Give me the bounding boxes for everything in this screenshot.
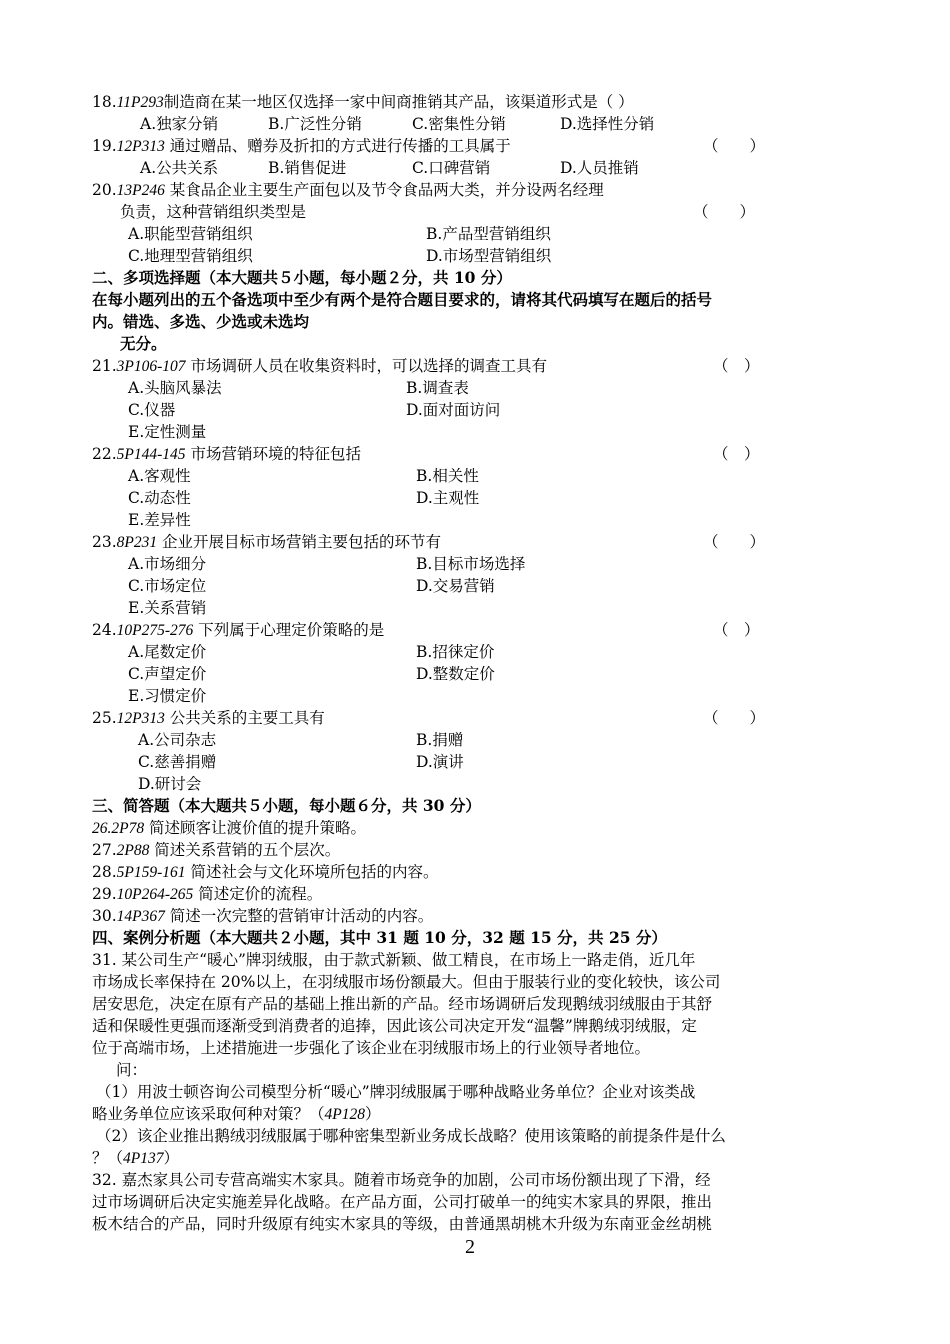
option-b: B.产品型营销组织 (426, 225, 551, 243)
option-a: A.尾数定价 (128, 643, 207, 661)
answer-parentheses: （ ） (703, 533, 766, 551)
question-text: 下列属于心理定价策略的是 (193, 621, 385, 639)
question-text-cont: 负责，这种营销组织类型是 (120, 203, 307, 221)
question-number: 25. (92, 709, 117, 727)
question-30 (92, 905, 433, 928)
option-b: B.捐赠 (416, 731, 464, 749)
question-23 (92, 531, 441, 554)
section-instructions: 内。错选、多选、少选或未选均 (92, 312, 310, 331)
question-24 (92, 619, 384, 642)
option-a: A.头脑风暴法 (128, 379, 222, 397)
question-number: 19. (92, 137, 117, 155)
sub-question-1: （1）用波士顿咨询公司模型分析“暖心”牌羽绒服属于哪种战略业务单位？企业对该类战 (96, 1083, 696, 1101)
answer-parentheses: （ ） (703, 137, 766, 155)
question-text: ） (364, 1105, 381, 1123)
option-a: A.公司杂志 (138, 731, 217, 749)
option-a: A.公共关系 (140, 159, 219, 177)
question-20 (92, 179, 604, 202)
option-e: D.研讨会 (138, 775, 202, 793)
option-b: B.调查表 (406, 379, 469, 397)
question-number: 18. (92, 93, 117, 111)
answer-parentheses: （ ） (703, 709, 766, 727)
case-paragraph: 板木结合的产品，同时升级原有纯实木家具的等级，由普通黑胡桃木升级为东南亚金丝胡桃 (92, 1215, 713, 1233)
option-a: A.职能型营销组织 (128, 225, 253, 243)
sub-question-2-cont (92, 1147, 179, 1170)
question-text: 企业开展目标市场营销主要包括的环节有 (157, 533, 442, 551)
page-reference: 8P231 (116, 534, 158, 551)
question-text: 市场调研人员在收集资料时，可以选择的调查工具有 (185, 357, 547, 375)
question-number: 22. (92, 445, 117, 463)
question-prompt: 问： (116, 1061, 148, 1079)
answer-parentheses: （ ） (693, 203, 756, 221)
option-b: B.招徕定价 (416, 643, 495, 661)
option-d: D.人员推销 (560, 159, 639, 177)
question-number: 23. (92, 533, 117, 551)
option-c: C.密集性分销 (412, 115, 506, 133)
option-d: D.整数定价 (416, 665, 495, 683)
page-reference: 5P159-161 (116, 864, 186, 881)
option-d: D.主观性 (416, 489, 480, 507)
answer-parentheses: （ ） (713, 621, 760, 639)
case-paragraph: 市场成长率保持在 20%以上，在羽绒服市场份额最大。但由于服装行业的变化较快，该公司 (92, 973, 721, 991)
page-reference: 4P137 (123, 1150, 164, 1167)
question-text: 简述顾客让渡价值的提升策略。 (144, 819, 367, 837)
question-text: 通过赠品、赠券及折扣的方式进行传播的工具属于 (164, 137, 511, 155)
question-number: 21. (92, 357, 117, 375)
question-text: 公共关系的主要工具有 (164, 709, 325, 727)
question-21 (92, 355, 547, 378)
page-reference: 11P293 (116, 94, 164, 111)
section-heading: 四、案例分析题（本大题共２小题，其中 31 题 10 分，32 题 15 分，共 25 分） (92, 928, 667, 947)
option-e: E.习惯定价 (128, 687, 207, 705)
option-d: D.市场型营销组织 (426, 247, 552, 265)
option-e: E.关系营销 (128, 599, 207, 617)
question-text: ？（ (92, 1149, 124, 1167)
option-b: B.广泛性分销 (268, 115, 362, 133)
option-a: A.客观性 (128, 467, 191, 485)
question-number: 28. (92, 863, 117, 881)
option-e: E.定性测量 (128, 423, 207, 441)
section-heading: 二、多项选择题（本大题共５小题，每小题２分，共 10 分） (92, 268, 512, 287)
answer-parentheses: （ ） (713, 357, 760, 375)
sub-question-2: （2）该企业推出鹅绒羽绒服属于哪种密集型新业务成长战略？使用该策略的前提条件是什么 (96, 1127, 726, 1145)
option-a: A.市场细分 (128, 555, 207, 573)
option-b: B.相关性 (416, 467, 479, 485)
question-26 (92, 817, 366, 840)
page-reference: 12P313 (116, 710, 165, 727)
option-c: C.声望定价 (128, 665, 207, 683)
question-number: 27. (92, 841, 117, 859)
answer-parentheses: （ ） (713, 445, 760, 463)
question-27 (92, 839, 340, 862)
question-22 (92, 443, 361, 466)
case-paragraph: 31. 某公司生产“暖心”牌羽绒服，由于款式新颖、做工精良，在市场上一路走俏，近几年 (92, 951, 696, 969)
sub-question-1-cont (92, 1103, 381, 1126)
question-number: 20. (92, 181, 117, 199)
option-e: E.差异性 (128, 511, 191, 529)
question-number: 29. (92, 885, 117, 903)
question-text: 制造商在某一地区仅选择一家中间商推销其产品，该渠道形式是（ ） (163, 93, 634, 111)
option-a: A.独家分销 (140, 115, 219, 133)
page-reference: 10P264-265 (116, 886, 194, 903)
question-text: 简述关系营销的五个层次。 (149, 841, 341, 859)
section-instructions: 在每小题列出的五个备选项中至少有两个是符合题目要求的，请将其代码填写在题后的括号 (92, 290, 713, 309)
section-heading: 三、简答题（本大题共５小题，每小题６分，共 30 分） (92, 796, 481, 815)
option-d: D.演讲 (416, 753, 464, 771)
page-reference: 12P313 (116, 138, 165, 155)
option-c: C.动态性 (128, 489, 191, 507)
option-c: C.仪器 (128, 401, 176, 419)
question-28 (92, 861, 438, 884)
option-d: D.面对面访问 (406, 401, 501, 419)
page-reference: 2P88 (116, 842, 150, 859)
question-number: 26. (92, 820, 112, 837)
option-b: B.目标市场选择 (416, 555, 526, 573)
question-text: 某食品企业主要生产面包以及节令食品两大类，并分设两名经理 (164, 181, 604, 199)
option-c: C.口碑营销 (412, 159, 491, 177)
case-paragraph: 过市场调研后决定实施差异化战略。在产品方面，公司打破单一的纯实木家具的界限，推出 (92, 1193, 713, 1211)
question-text: 略业务单位应该采取何种对策？（ (92, 1105, 325, 1123)
question-18 (92, 91, 634, 114)
section-instructions: 无分。 (120, 334, 167, 353)
page-reference: 2P78 (111, 820, 145, 837)
case-paragraph: 适和保暖性更强而逐渐受到消费者的追捧，因此该公司决定开发“温馨”牌鹅绒羽绒服，定 (92, 1017, 697, 1035)
question-19 (92, 135, 511, 158)
case-paragraph: 居安思危，决定在原有产品的基础上推出新的产品。经市场调研后发现鹅绒羽绒服由于其舒 (92, 995, 713, 1013)
case-paragraph: 位于高端市场，上述措施进一步强化了该企业在羽绒服市场上的行业领导者地位。 (92, 1039, 651, 1057)
page-number: 2 (465, 1236, 475, 1258)
page-reference: 13P246 (116, 182, 165, 199)
option-c: C.慈善捐赠 (138, 753, 217, 771)
option-d: D.交易营销 (416, 577, 495, 595)
case-paragraph: 32. 嘉杰家具公司专营高端实木家具。随着市场竞争的加剧，公司市场份额出现了下滑，经 (92, 1171, 711, 1189)
question-25 (92, 707, 325, 730)
page-reference: 14P367 (116, 908, 165, 925)
question-29 (92, 883, 322, 906)
question-text: 简述一次完整的营销审计活动的内容。 (164, 907, 434, 925)
question-text: ） (163, 1149, 179, 1167)
page-reference: 3P106-107 (116, 358, 186, 375)
page-reference: 5P144-145 (116, 446, 186, 463)
option-d: D.选择性分销 (560, 115, 655, 133)
question-number: 30. (92, 907, 117, 925)
option-c: C.市场定位 (128, 577, 207, 595)
option-c: C.地理型营销组织 (128, 247, 253, 265)
question-text: 简述社会与文化环境所包括的内容。 (185, 863, 439, 881)
option-b: B.销售促进 (268, 159, 347, 177)
question-number: 24. (92, 621, 117, 639)
page-reference: 10P275-276 (116, 622, 194, 639)
question-text: 市场营销环境的特征包括 (185, 445, 361, 463)
page-reference: 4P128 (324, 1106, 365, 1123)
question-text: 简述定价的流程。 (193, 885, 323, 903)
